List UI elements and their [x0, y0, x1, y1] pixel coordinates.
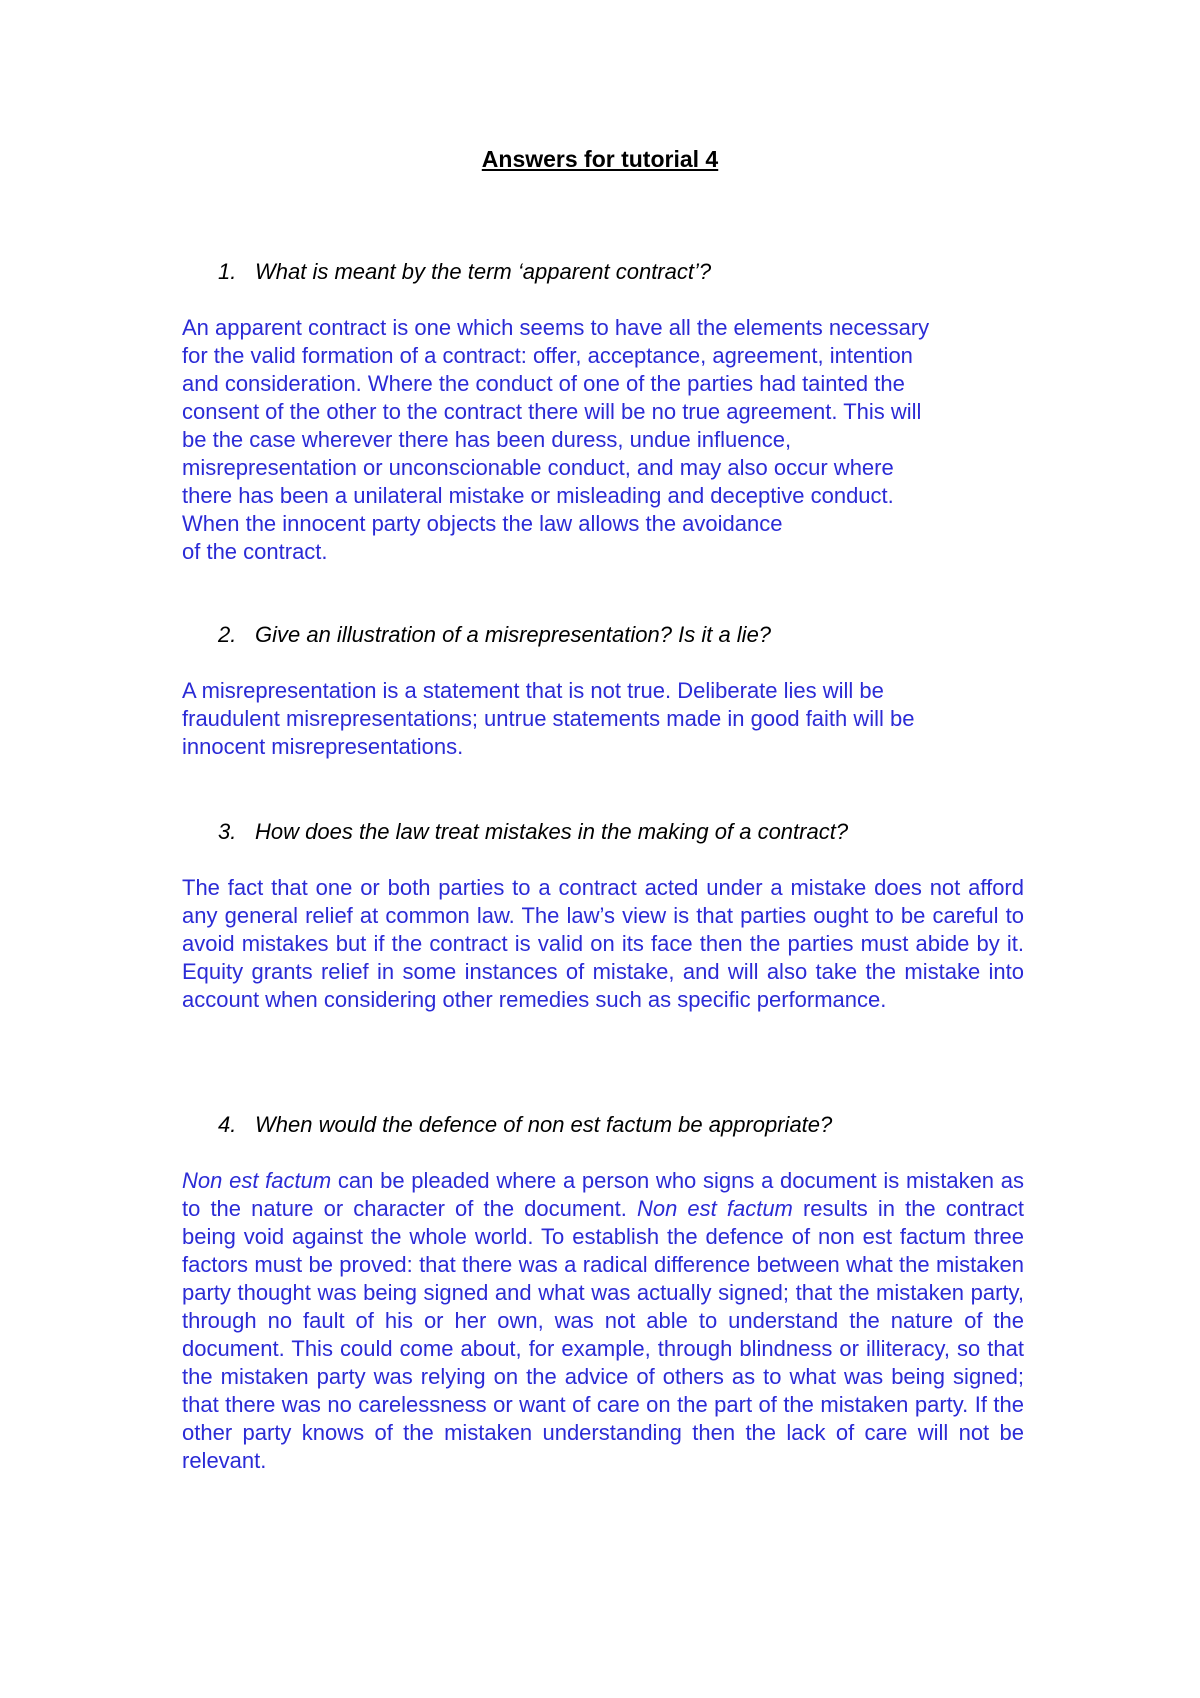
answer-line: When the innocent party objects the law allows the avoidance	[182, 511, 783, 536]
answer-line: An apparent contract is one which seems to have all the elements necessary	[182, 315, 930, 340]
answer-paragraph: The fact that one or both parties to a contract acted under a mistake does not afford any general relief at common law. The law’s view is that parties ought to be careful to avoid mistakes but if the contract is valid on its face then the parties must abide by it. Equity grants relief in some instances of mistake, and will also take the mistake into account when considering other remedies such as specific performance.	[182, 875, 1024, 1012]
answer-line: consent of the other to the contract there will be no true agreement. This will	[182, 399, 922, 424]
answer-line: innocent misrepresentations.	[182, 734, 464, 759]
answer-line: for the valid formation of a contract: offer, acceptance, agreement, intention	[182, 343, 913, 368]
question-3	[218, 818, 1038, 846]
question-4	[218, 1111, 1038, 1139]
answer-text: results in the contract being void against the whole world. To establish the defence of non est factum three factors must be proved: that there was a radical difference between what the mistaken party thought was being signed and what was actually signed; that the mistaken party, through no fault of his or her own, was not able to understand the nature of the document. This could come about, for example, through blindness or illiteracy, so that the mistaken party was relying on the advice of others as to what was being signed; that there was no carelessness or want of care on the part of the mistaken party. If the other party knows of the mistaken understanding then the lack of care will not be relevant.	[182, 1196, 1025, 1473]
answer-line: be the case wherever there has been duress, undue influence,	[182, 427, 792, 452]
question-number: 2.	[218, 622, 237, 647]
answer-4	[182, 1167, 1024, 1475]
question-1	[218, 258, 1038, 286]
question-text: Give an illustration of a misrepresentation? Is it a lie?	[255, 622, 772, 647]
answer-3	[182, 874, 1024, 1014]
answer-text: can be pleaded where a person who signs a document is mistaken as to the nature or character of the document.	[182, 1168, 1024, 1221]
latin-term: Non est factum	[182, 1168, 332, 1193]
answer-2	[182, 677, 1032, 761]
answer-1	[182, 314, 1032, 566]
answer-line: and consideration. Where the conduct of one of the parties had tainted the	[182, 371, 905, 396]
answer-line: misrepresentation or unconscionable conduct, and may also occur where	[182, 455, 894, 480]
question-number: 4.	[218, 1112, 237, 1137]
latin-term: Non est factum	[636, 1196, 793, 1221]
question-text: What is meant by the term ‘apparent contract’?	[255, 259, 712, 284]
page-title: Answers for tutorial 4	[481, 146, 719, 172]
answer-line: fraudulent misrepresentations; untrue statements made in good faith will be	[182, 706, 915, 731]
question-text: When would the defence of non est factum be appropriate?	[255, 1112, 833, 1137]
answer-paragraph	[182, 1167, 1024, 1475]
answer-line: of the contract.	[182, 539, 328, 564]
question-number: 3.	[218, 819, 237, 844]
question-2	[218, 621, 1038, 649]
answer-line: there has been a unilateral mistake or misleading and deceptive conduct.	[182, 483, 894, 508]
answer-line: A misrepresentation is a statement that is not true. Deliberate lies will be	[182, 678, 884, 703]
question-number: 1.	[218, 259, 237, 284]
question-text: How does the law treat mistakes in the making of a contract?	[255, 819, 849, 844]
